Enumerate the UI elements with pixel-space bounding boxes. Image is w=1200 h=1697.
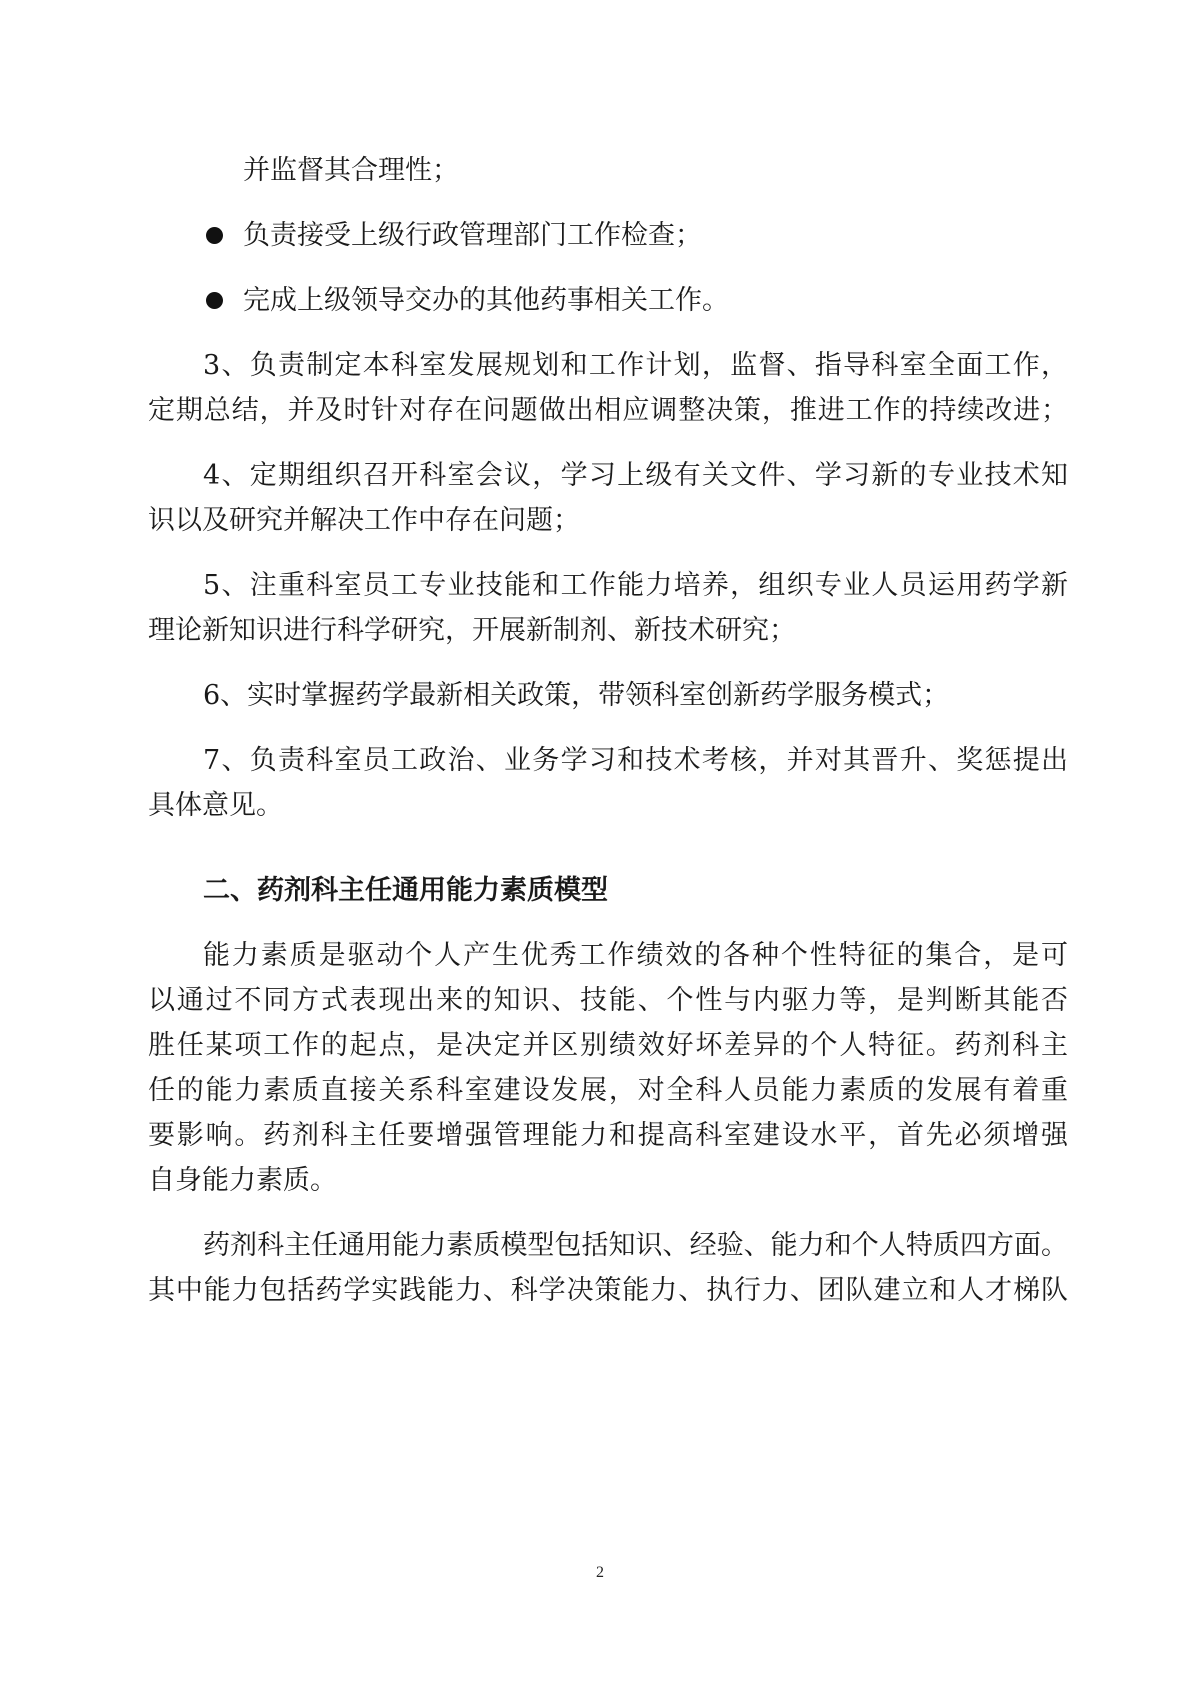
paragraph-line: 能力素质是驱动个人产生优秀工作绩效的各种个性特征的集合，是可 (203, 940, 1068, 971)
bullet-item (148, 213, 1068, 258)
paragraph-line: 识以及研究并解决工作中存在问题； (148, 505, 580, 536)
bullet-text: 完成上级领导交办的其他药事相关工作。 (243, 285, 729, 316)
section-paragraph-2 (148, 1223, 1068, 1313)
paragraph-line: 要影响。药剂科主任要增强管理能力和提高科室建设水平，首先必须增强 (148, 1120, 1068, 1151)
section-heading: 二、药剂科主任通用能力素质模型 (203, 875, 608, 906)
paragraph-line: 4、定期组织召开科室会议，学习上级有关文件、学习新的专业技术知 (203, 460, 1068, 491)
paragraph-line: 胜任某项工作的起点，是决定并区别绩效好坏差异的个人特征。药剂科主 (148, 1030, 1068, 1061)
section-paragraph-1 (148, 933, 1068, 1203)
paragraph-line: 定期总结，并及时针对存在问题做出相应调整决策，推进工作的持续改进； (148, 395, 1068, 426)
bullet-item (148, 278, 1068, 323)
paragraph-line: 5、注重科室员工专业技能和工作能力培养，组织专业人员运用药学新 (203, 570, 1068, 601)
paragraph-line: 以通过不同方式表现出来的知识、技能、个性与内驱力等，是判断其能否 (148, 985, 1068, 1016)
paragraph-line: 具体意见。 (148, 790, 283, 821)
numbered-item-6 (148, 673, 1068, 718)
paragraph-line: 7、负责科室员工政治、业务学习和技术考核，并对其晋升、奖惩提出 (203, 745, 1068, 776)
numbered-item-4 (148, 453, 1068, 543)
page-number: 2 (596, 1564, 604, 1581)
bullet-dot-icon (206, 292, 223, 309)
paragraph-line: 药剂科主任通用能力素质模型包括知识、经验、能力和个人特质四方面。 (203, 1230, 1068, 1261)
bullet-dot-icon (206, 227, 223, 244)
continuation-line: 并监督其合理性； (243, 155, 459, 186)
paragraph-line: 3、负责制定本科室发展规划和工作计划，监督、指导科室全面工作， (203, 350, 1068, 381)
bullet-text: 负责接受上级行政管理部门工作检查； (243, 220, 702, 251)
paragraph-line: 理论新知识进行科学研究，开展新制剂、新技术研究； (148, 615, 796, 646)
paragraph-line: 任的能力素质直接关系科室建设发展，对全科人员能力素质的发展有着重 (148, 1075, 1068, 1106)
paragraph-line: 自身能力素质。 (148, 1165, 337, 1196)
numbered-item-5 (148, 563, 1068, 653)
paragraph-line: 6、实时掌握药学最新相关政策，带领科室创新药学服务模式； (203, 680, 950, 711)
document-body (148, 148, 1068, 1333)
paragraph-line: 其中能力包括药学实践能力、科学决策能力、执行力、团队建立和人才梯队 (148, 1275, 1068, 1306)
numbered-item-3 (148, 343, 1068, 433)
numbered-item-7 (148, 738, 1068, 828)
